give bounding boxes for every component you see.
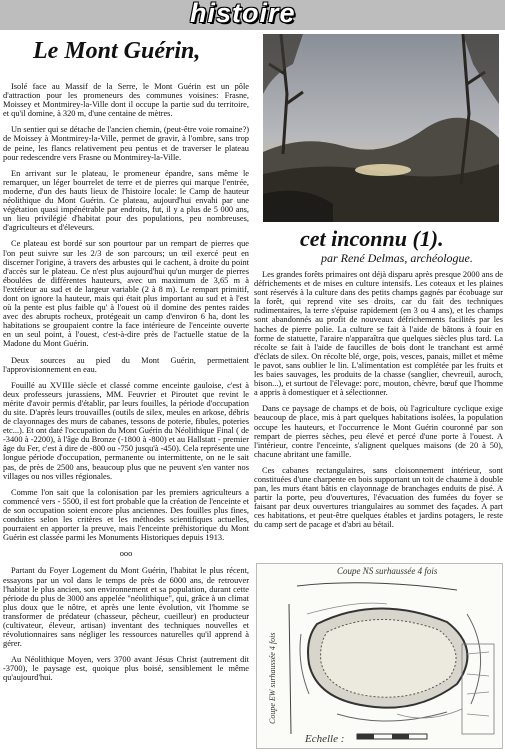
paragraph: En arrivant sur le plateau, le promeneur épandre, sans même le remarquer, un léger bourrelet de terre et de pierres qui marque l'entrée, moderne, d'un des hauts lieux de l'histoire locale: le Camp de hauteur néolithique du Mont Guérin. Ce plateau, aujourd'hui envahi par une végétation quasi impénétrable par endroits, fut, il y a plus de 5 000 ans, un lieu privilégié d'habitat pour des populations, peu nombreuses, d'agriculteurs et d'éleveurs. bbox=[3, 168, 249, 233]
paragraph: Les grandes forêts primaires ont déjà disparu après presque 2000 ans de défrichements et de mises en culture intensifs. Les coteaux et les plaines sont réservés à la culture dans des petits champs gagnés par écobuage sur la forêt, qui reprend vite ses droits, car du fait des techniques rudimentaires, la terre s'épuise rapidement (en 3 ou 4 ans), et les champs sont abandonnés au profit de nouveaux défrichements facilités par les haches de pierre polie. La culture se fait à l'aide de bâtons à fouir en forme de statuette, l'araire n'apparaîtra que quelques siècles plus tard. La récolte se fait à l'aide de faucilles de bois dont le tranchant est armé d'éclats de silex. On récolte blé, orge, pois, vesces, panais, millet et même le pavot, sans oublier le lin. L'alimentation est complétée par les fruits et les baies sauvages, les produits de la chasse (sanglier, chevreuil, auroch, bison...), et surtout de l'élevage: porc, mouton, chèvre, bœuf que l'homme a appris à domestiquer et à sélectionner. bbox=[254, 270, 503, 398]
right-column bbox=[254, 270, 503, 562]
plan-scale-label: Echelle : bbox=[305, 733, 345, 745]
paragraph: Au Néolithique Moyen, vers 3700 avant Jésus Christ (autrement dit -3700), le paysage est, quoique plus boisé, sensiblement le même qu'aujourd'hui. bbox=[3, 655, 249, 683]
paragraph: Ce plateau est bordé sur son pourtour par un rempart de pierres que l'on peut suivre sur les 2/3 de son parcours; un œil exercé peut en discerner l'origine, à travers des arbustes qui le cachent, à droite du point d'accès sur le plateau. Ce n'est plus aujourd'hui qu'un murger de pierres éboulées de différentes hauteurs, avec un maximum de 3,65 m à l'extérieur au sud et de largeur variable (2 à 8 m). Le rempart primitif, dont on ignore la hauteur, mais qui était plus important au sud et à l'est où la pente est plus faible qu' à l'ouest où il domine des pentes raides avec des abrupts rocheux, protégeait un camp d'environ 6 ha, dont les habitations se groupaient contre la face intérieure de l'enceinte ouverte en un seul point, à l'ouest, c'est-à-dire près de l'actuelle statue de la Madone du Mont Guérin. bbox=[3, 239, 249, 349]
paragraph: Un sentier qui se détache de l'ancien chemin, (peut-être voie romaine?) de Moissey à Montmirey-la-Ville, permet de gravir, à l'ombre, sans trop de peine, les flancs relativement peu pentus et de traverser le plateau pour redescendre vers Frasne ou Montmirey-la-Ville. bbox=[3, 125, 249, 162]
section-separator: ooo bbox=[119, 549, 133, 559]
left-column bbox=[3, 82, 249, 750]
paragraph: Dans ce paysage de champs et de bois, où l'agriculture cyclique exige beaucoup de place, mis à part quelques habitations isolées, la population occupe les hauteurs, et l'occurrence le Mont Guérin couronné par son rempart de pierres sèches, peu élevé et percé d'une porte à l'ouest. A l'intérieur, contre l'enceinte, s'alignent quelques maisons (de 20 à 50), chacune abritant une famille. bbox=[254, 404, 503, 459]
section-title: histoire bbox=[190, 0, 296, 28]
plan-caption-top: Coupe NS surhaussée 4 fois bbox=[337, 566, 438, 576]
article-title-part2: cet inconnu (1). bbox=[300, 226, 444, 251]
paragraph: Deux sources au pied du Mont Guérin, permettaient l'approvisionnement en eau. bbox=[3, 355, 249, 374]
section-banner bbox=[0, 0, 505, 30]
paragraph: Partant du Foyer Logement du Mont Guérin, l'habitat le plus récent, essayons par un vol dans le temps de près de 6000 ans, de retrouver l'habitat le plus ancien, son environnement et sa population, durant cette période du plus de 3000 ans appelée "néolithique", qui, grâce à un climat plus doux que le nôtre, et après une lente évolution, vit l'homme se transformer de prédateur (chasseur, pêcheur, cueilleur) en producteur (cultivateur, éleveur, artisan) inventant des techniques nouvelles et révolutionnaires sans négliger les ressources naturelles qu'il apprend à gérer. bbox=[3, 566, 249, 649]
paragraph: Fouillé au XVIIIe siècle et classé comme enceinte gauloise, c'est à deux professeurs jurassiens, MM. Feuvrier et Piroutet que revint le mérite d'avoir permis d'établir, par leurs fouilles, la période d'occupation du site. D'après leurs trouvailles (outils de silex, meules en arkose, débris de clayonnages des murs de cabanes, tessons de poterie, fibules, poteries etc...). Et ont daté l'occupation du Mont Guérin du Néolithique Final ( de -3400 à -2200), à l'âge du Bronze (-1800 à -800) et au Hallstatt - premier âge du Fer, c'est à dire de -800 ou -750 jusqu'à -450). Cela représente une longue période d'occupation, permanente ou intermittente, on ne le sait pas, de près de 2500 ans, beaucoup plus que ne peuvent s'en vanter nos villages ou nos villes régionales. bbox=[3, 380, 249, 481]
paragraph: Isolé face au Massif de la Serre, le Mont Guérin est un pôle d'attraction pour les promeneurs des communes voisines: Frasne, Moissey et Montmirey-la-Ville dont il occupe la partie sud du territoire, et qu'il domine, à 320 m, d'une centaine de mètres. bbox=[3, 82, 249, 119]
article-title-part1: Le Mont Guérin, bbox=[33, 38, 201, 64]
plan-caption-left: Coupe EW surhaussée 4 fois bbox=[268, 632, 277, 724]
paragraph: Ces cabanes rectangulaires, sans cloisonnement intérieur, sont constituées d'une charpente en bois supportant un toit de chaume à double pan, les murs étant bâtis en clayonnage de branchages enduits de pisé. A partir la porte, peu d'ouvertures, l'évacuation des fumées du foyer se faisant par deux ouvertures triangulaires au sommet des façades. A part ces habitations, et peut-être quelques étables et jardins potagers, le reste du camp sert de pacage et d'abri au bétail. bbox=[254, 465, 503, 530]
paragraph: Comme l'on sait que la colonisation par les premiers agriculteurs a commencé vers - 5500, il est fort probable que la création de l'enceinte et de son occupation soient encore plus anciennes. Des fouilles plus fines, conduites selon les critères et les méthodes scientifiques actuelles, pourraient en apporter la preuve, mais l'enceinte préhistorique du Mont Guérin est classée parmi les Monuments Historiques depuis 1913. bbox=[3, 487, 249, 543]
landscape-photo bbox=[263, 34, 499, 222]
site-plan-drawing bbox=[256, 563, 503, 749]
byline: par René Delmas, archéologue. bbox=[321, 251, 473, 265]
